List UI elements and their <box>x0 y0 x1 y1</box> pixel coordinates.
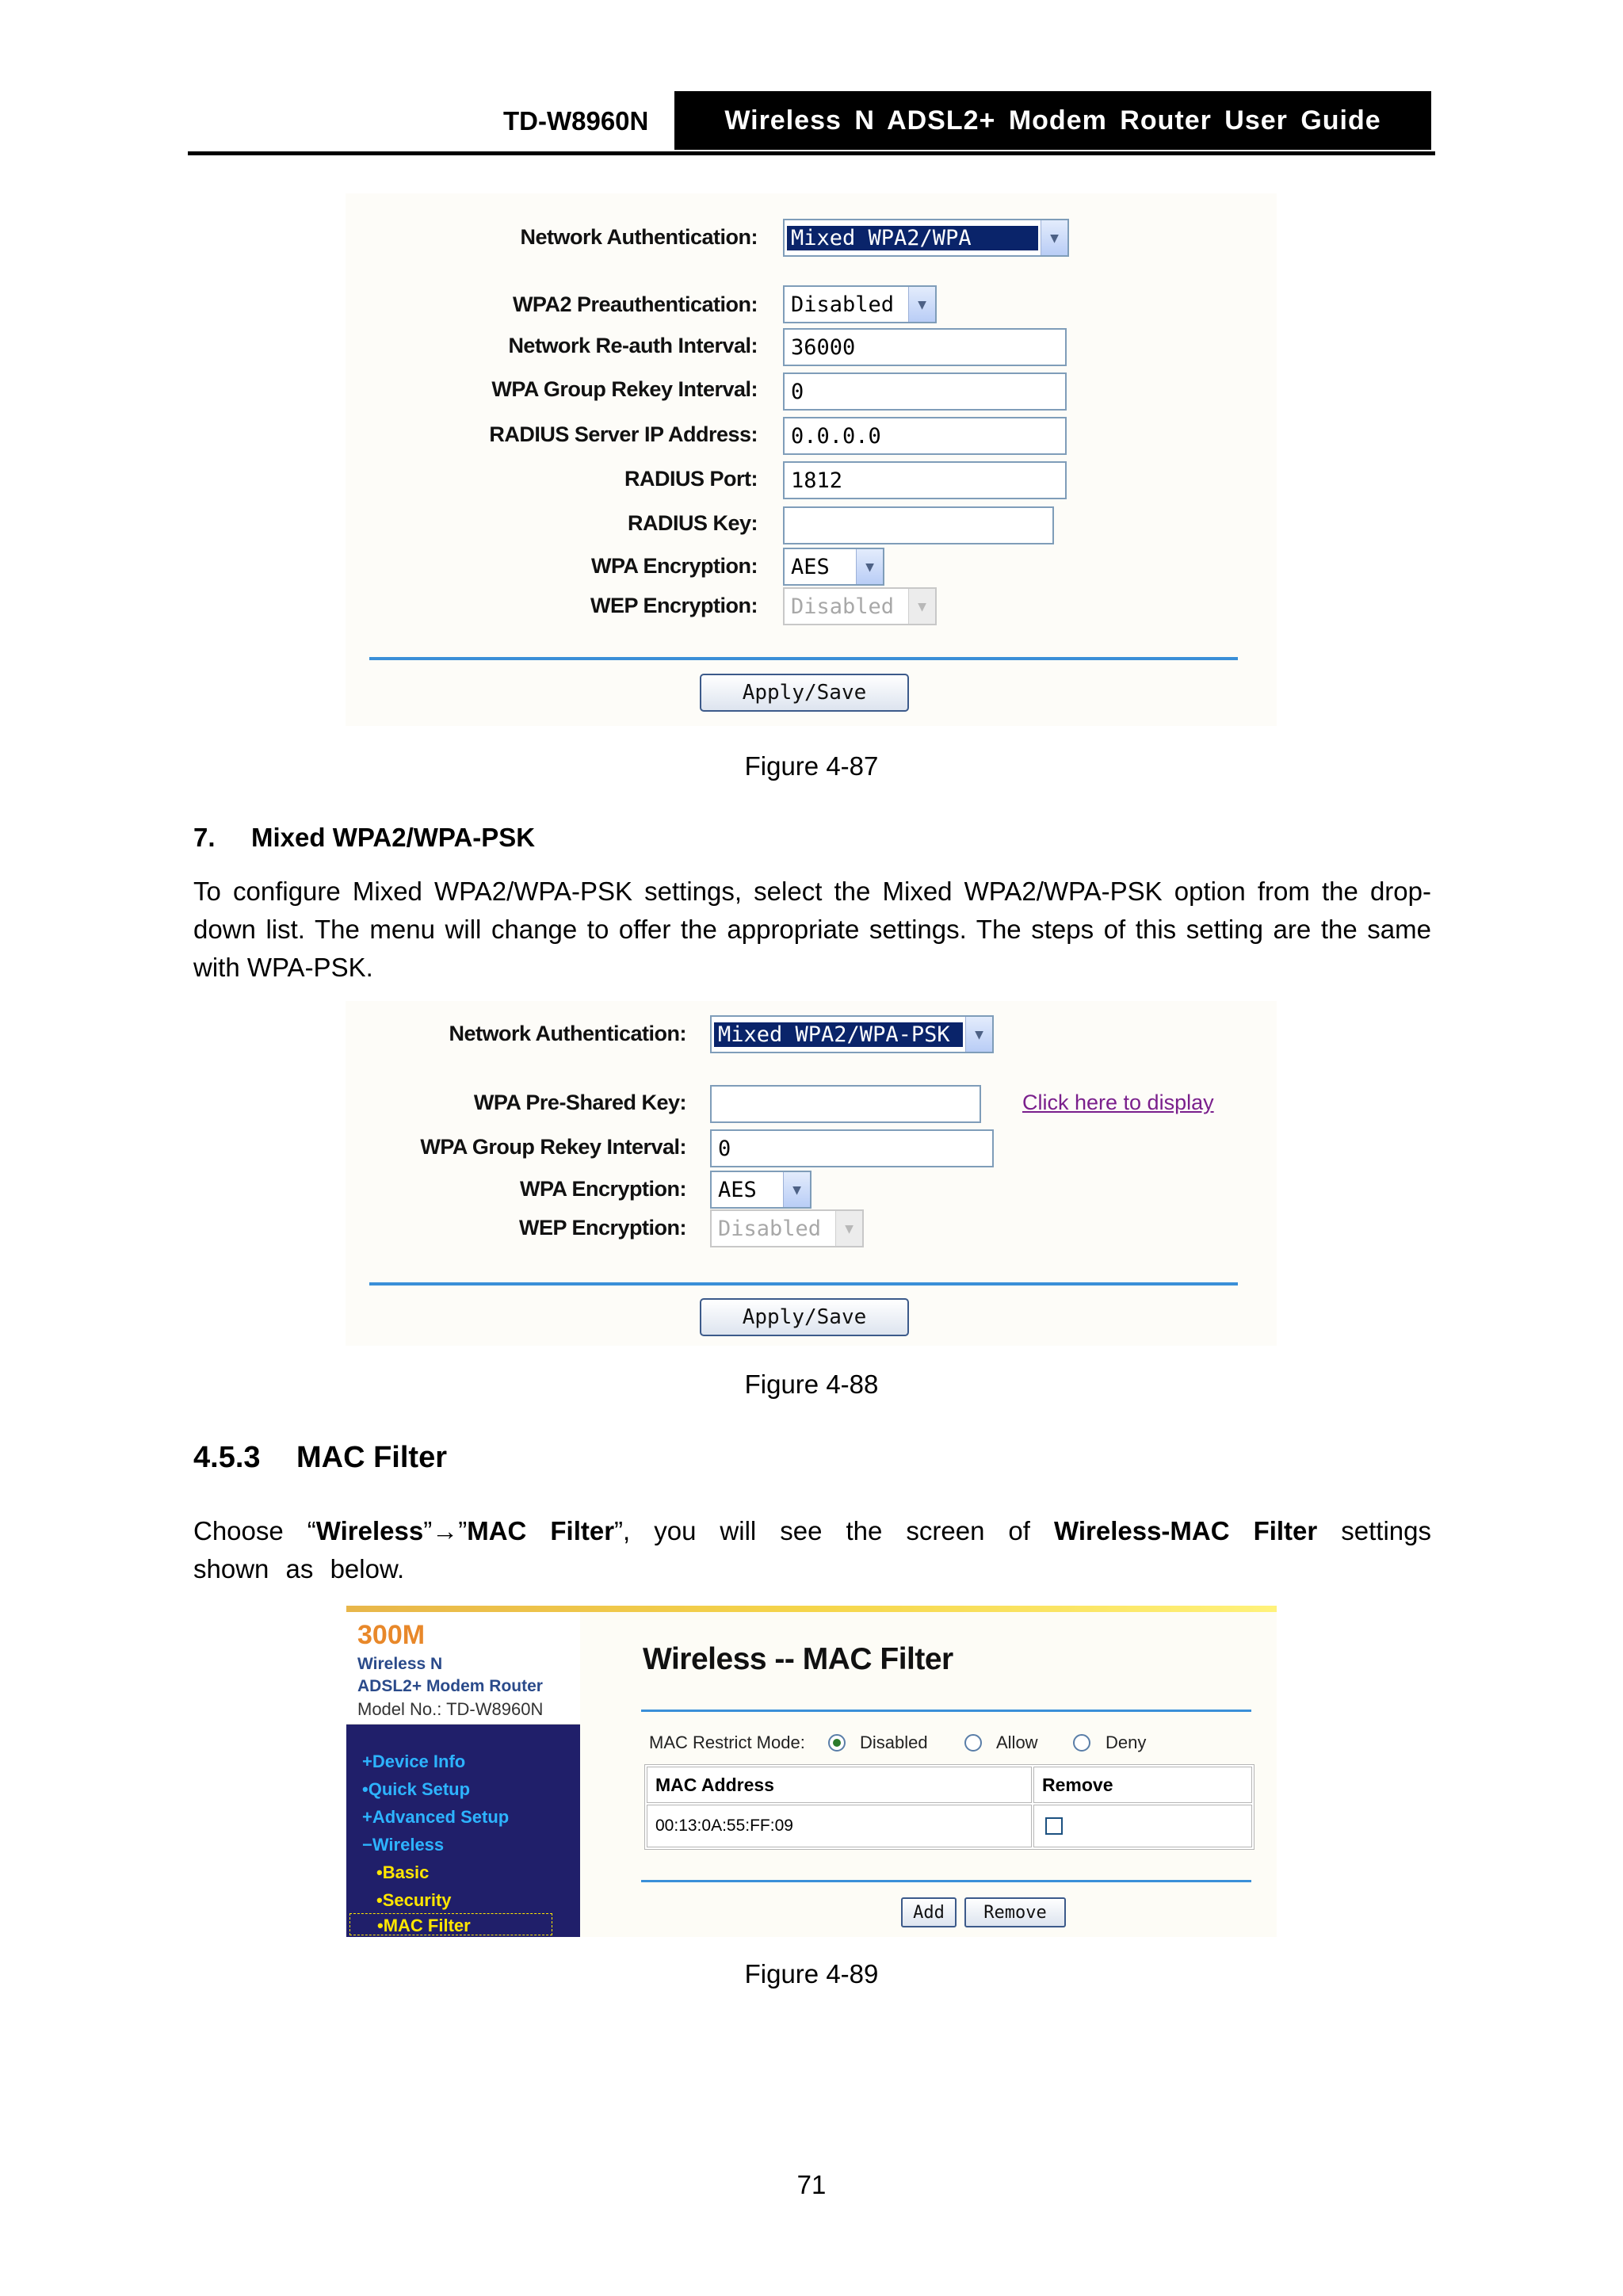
radio-disabled[interactable] <box>828 1734 846 1752</box>
header-remove-text: Remove <box>1042 1774 1113 1795</box>
router-logo <box>346 1612 580 1725</box>
radio-deny-label: Deny <box>1106 1733 1147 1752</box>
reauth-interval-label: Network Re-auth Interval: <box>508 334 758 357</box>
wpa-encryption-label: WPA Encryption: <box>591 554 758 578</box>
wpa-pre-shared-key-label: WPA Pre-Shared Key: <box>473 1091 686 1114</box>
click-to-display-link[interactable]: Click here to display <box>1022 1091 1214 1114</box>
header-model: TD-W8960N <box>503 106 649 136</box>
menu-device-info[interactable]: +Device Info <box>362 1752 466 1771</box>
radio-allow-label: Allow <box>996 1733 1038 1752</box>
mac-restrict-mode-label: MAC Restrict Mode: <box>649 1733 805 1752</box>
menu-security[interactable]: •Security <box>376 1890 452 1910</box>
logo-line-1: 300M <box>357 1620 426 1650</box>
arrow-right-icon: → <box>432 1516 459 1545</box>
radius-server-ip-label: RADIUS Server IP Address: <box>489 422 758 446</box>
page-title: Wireless -- MAC Filter <box>643 1642 953 1676</box>
wpa-encryption-select[interactable] <box>783 548 884 586</box>
wpa-encryption-value: AES <box>718 1177 757 1202</box>
page-number: 71 <box>796 2170 827 2199</box>
top-gradient-bar <box>346 1606 1277 1612</box>
section-453-number: 4.5.3 <box>193 1441 261 1474</box>
add-button[interactable]: Add <box>901 1897 957 1927</box>
figure-88-caption: Figure 4-88 <box>744 1370 879 1399</box>
text-screen: Wireless-MAC Filter <box>1053 1516 1318 1545</box>
header-mac-address <box>647 1767 1032 1803</box>
wpa2-preauthentication-value: Disabled <box>791 292 895 317</box>
logo-line-4: Model No.: TD-W8960N <box>357 1699 544 1719</box>
text-end: settings shown as below. <box>193 1516 1431 1584</box>
table-row <box>647 1805 1032 1847</box>
network-authentication-value: Mixed WPA2/WPA-PSK <box>714 1022 963 1047</box>
menu-basic[interactable]: •Basic <box>376 1862 430 1882</box>
text-mac-filter: MAC Filter <box>467 1516 615 1545</box>
form-divider <box>369 657 1238 660</box>
section-7-paragraph: To configure Mixed WPA2/WPA-PSK settings, select the Mixed WPA2/WPA-PSK option from the drop-down list. The menu will change to offer the appropriate settings. The steps of this setting are the same with WPA-PSK. <box>193 877 1431 982</box>
text-wireless: Wireless <box>315 1516 424 1545</box>
remove-cell <box>1033 1805 1252 1847</box>
wep-encryption-select <box>783 587 937 625</box>
network-authentication-label: Network Authentication: <box>520 225 758 249</box>
chevron-down-icon: ▼ <box>965 1017 992 1052</box>
figure-89-caption: Figure 4-89 <box>744 1959 879 1988</box>
figure-87-screenshot <box>346 193 1277 726</box>
radius-key-input[interactable] <box>783 506 1054 544</box>
chevron-down-icon: ▼ <box>856 549 883 584</box>
menu-mac-filter-selected[interactable] <box>349 1913 552 1935</box>
logo-line-3: ADSL2+ Modem Router <box>357 1677 543 1695</box>
radius-server-ip-input[interactable]: 0.0.0.0 <box>783 417 1067 455</box>
apply-save-button[interactable]: Apply/Save <box>700 674 909 712</box>
chevron-down-icon: ▼ <box>908 287 935 322</box>
reauth-interval-input[interactable]: 36000 <box>783 328 1067 366</box>
group-rekey-interval-label: WPA Group Rekey Interval: <box>491 377 758 401</box>
apply-save-button[interactable]: Apply/Save <box>700 1298 909 1336</box>
wpa-encryption-label: WPA Encryption: <box>520 1177 686 1201</box>
wep-encryption-value: Disabled <box>718 1216 822 1241</box>
wpa-encryption-select[interactable] <box>710 1171 812 1209</box>
chevron-down-icon: ▼ <box>908 589 935 624</box>
group-rekey-interval-input[interactable]: 0 <box>783 372 1067 411</box>
network-authentication-label: Network Authentication: <box>449 1022 686 1045</box>
header-guide-title: Wireless N ADSL2+ Modem Router User Guide <box>674 91 1431 150</box>
menu-wireless[interactable]: −Wireless <box>362 1835 445 1855</box>
radius-key-label: RADIUS Key: <box>627 511 758 535</box>
sidebar <box>346 1612 580 1937</box>
menu-quick-setup[interactable]: •Quick Setup <box>362 1779 471 1799</box>
radius-port-label: RADIUS Port: <box>624 467 758 491</box>
mac-table <box>644 1764 1254 1850</box>
menu-mac-filter: •MAC Filter <box>377 1916 471 1935</box>
radio-deny[interactable] <box>1073 1734 1090 1752</box>
section-7-number: 7. <box>193 823 216 852</box>
wpa-encryption-value: AES <box>791 554 830 579</box>
wep-encryption-label: WEP Encryption: <box>518 1216 686 1240</box>
text-mid: , you will see the screen of <box>623 1516 1030 1545</box>
network-authentication-value: Mixed WPA2/WPA <box>787 226 1038 250</box>
remove-checkbox[interactable] <box>1045 1817 1063 1835</box>
section-453-title: MAC Filter <box>296 1441 447 1474</box>
chevron-down-icon: ▼ <box>783 1172 810 1207</box>
figure-88-screenshot <box>346 1001 1277 1346</box>
wep-encryption-value: Disabled <box>791 594 895 619</box>
wep-encryption-label: WEP Encryption: <box>590 594 758 617</box>
header-mac-address-text: MAC Address <box>655 1774 774 1795</box>
table-divider <box>641 1880 1251 1882</box>
section-7-title: Mixed WPA2/WPA-PSK <box>251 823 536 852</box>
chevron-down-icon: ▼ <box>835 1211 862 1246</box>
header-remove <box>1033 1767 1252 1803</box>
network-authentication-select[interactable] <box>710 1015 994 1053</box>
figure-89-screenshot <box>346 1606 1277 1937</box>
header-rule <box>188 151 1435 155</box>
group-rekey-interval-label: WPA Group Rekey Interval: <box>420 1135 686 1159</box>
figure-87-caption: Figure 4-87 <box>744 751 879 781</box>
text-choose: Choose <box>193 1516 284 1545</box>
radio-disabled-label: Disabled <box>860 1733 928 1752</box>
title-divider <box>641 1710 1251 1712</box>
network-authentication-select[interactable] <box>783 219 1069 257</box>
section-453-paragraph: Choose “Wireless”→”MAC Filter”, you will see the screen of Wireless-MAC Filter settings shown as below. <box>193 1516 1431 1584</box>
radius-port-input[interactable]: 1812 <box>783 461 1067 499</box>
remove-button[interactable]: Remove <box>964 1897 1066 1927</box>
group-rekey-interval-input[interactable]: 0 <box>710 1129 994 1167</box>
mac-address-value: 00:13:0A:55:FF:09 <box>655 1817 793 1835</box>
wpa2-preauthentication-select[interactable] <box>783 285 937 323</box>
form-divider <box>369 1282 1238 1286</box>
wpa2-preauthentication-label: WPA2 Preauthentication: <box>512 292 758 316</box>
menu-advanced-setup[interactable]: +Advanced Setup <box>362 1807 510 1827</box>
radio-allow[interactable] <box>964 1734 982 1752</box>
wep-encryption-select <box>710 1209 864 1247</box>
logo-line-2: Wireless N <box>357 1655 443 1673</box>
chevron-down-icon: ▼ <box>1041 220 1067 255</box>
wpa-pre-shared-key-input[interactable] <box>710 1085 981 1123</box>
